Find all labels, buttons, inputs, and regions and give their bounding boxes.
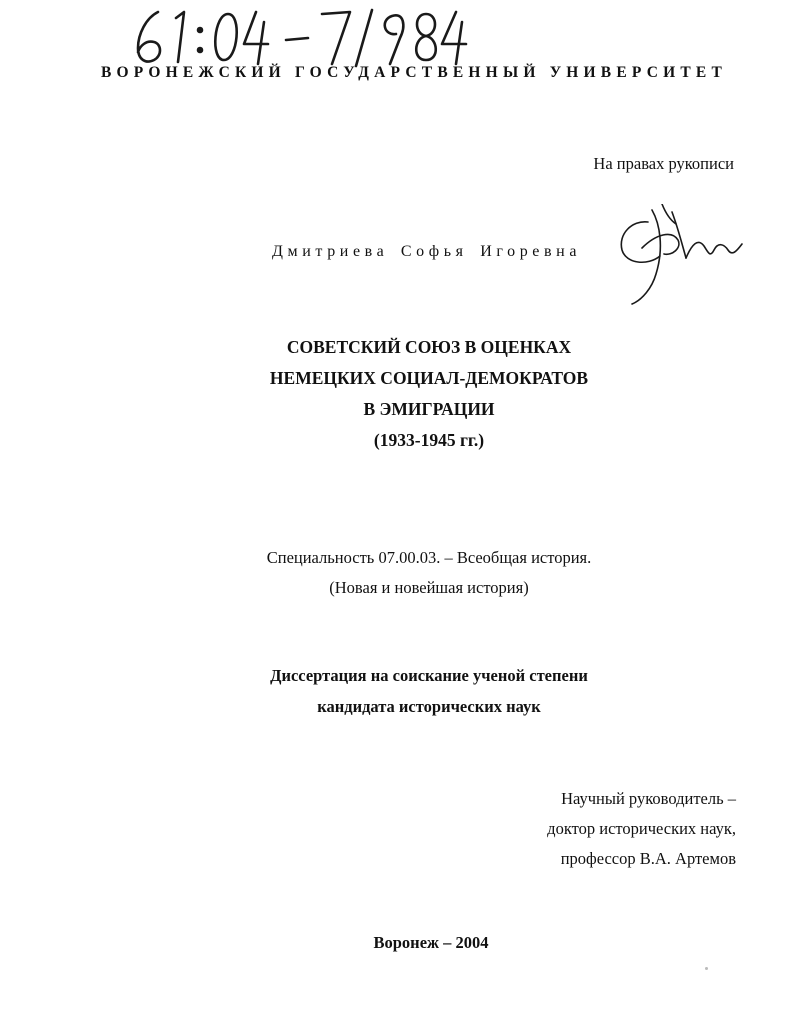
specialty-subline: (Новая и новейшая история): [329, 578, 529, 597]
dissertation-title: [0, 332, 798, 456]
title-line: В ЭМИГРАЦИИ: [363, 399, 495, 419]
author-signature: [612, 204, 752, 308]
manuscript-note: На правах рукописи: [593, 154, 734, 173]
supervisor-block: [547, 784, 736, 874]
specialty-line: Специальность 07.00.03. – Всеобщая история.: [266, 548, 592, 567]
specialty-block: [0, 543, 798, 603]
title-line: СОВЕТСКИЙ СОЮЗ В ОЦЕНКАХ: [286, 337, 572, 357]
author-name: Дмитриева Софья Игоревна: [272, 243, 582, 260]
title-line: НЕМЕЦКИХ СОЦИАЛ-ДЕМОКРАТОВ: [269, 368, 589, 388]
city-year: Воронеж – 2004: [373, 933, 489, 952]
degree-line: кандидата исторических наук: [317, 697, 541, 716]
supervisor-role: Научный руководитель –: [561, 789, 736, 808]
scan-speck: [705, 967, 708, 970]
supervisor-degree: доктор исторических наук,: [547, 819, 736, 838]
degree-line: Диссертация на соискание ученой степени: [270, 666, 588, 685]
degree-statement: [0, 660, 798, 722]
title-years: (1933-1945 гг.): [373, 430, 485, 450]
handwritten-catalog-number: [128, 4, 468, 70]
university-name: ВОРОНЕЖСКИЙ ГОСУДАРСТВЕННЫЙ УНИВЕРСИТЕТ: [101, 64, 727, 81]
supervisor-name: профессор В.А. Артемов: [560, 849, 736, 868]
